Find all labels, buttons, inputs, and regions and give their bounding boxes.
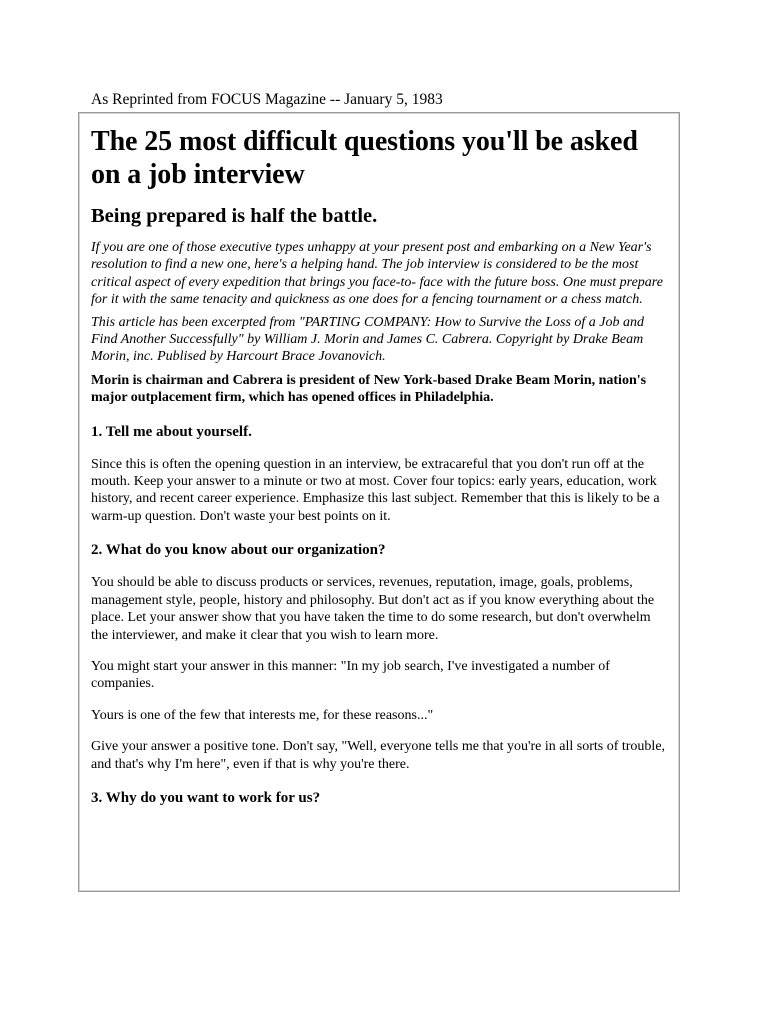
excerpt-note: This article has been excerpted from "PARTING COMPANY: How to Survive the Loss of a Job and Find Another Successfully" by William J. Morin and James C. Cabrera. Copyright by Drake Beam Morin, inc. Publised by Harcourt Brace Jovanovich. xyxy=(91,314,644,365)
article-subtitle: Being prepared is half the battle. xyxy=(91,205,378,227)
answer-paragraph: Yours is one of the few that interests me, for these reasons..." xyxy=(91,707,434,723)
question-heading-2: 2. What do you know about our organization? xyxy=(91,542,386,559)
article-title: The 25 most difficult questions you'll be asked on a job interview xyxy=(91,126,638,190)
article-body xyxy=(91,125,671,808)
author-bio: Morin is chairman and Cabrera is president of New York-based Drake Beam Morin, nation's major outplacement firm, which has opened offices in Philadelphia. xyxy=(91,372,647,406)
answer-paragraph: You might start your answer in this manner: "In my job search, I've investigated a number of companies. xyxy=(91,658,610,692)
question-heading-3: 3. Why do you want to work for us? xyxy=(91,789,321,806)
question-heading-1: 1. Tell me about yourself. xyxy=(91,423,252,440)
reprint-source-line: As Reprinted from FOCUS Magazine -- January 5, 1983 xyxy=(91,91,443,108)
answer-paragraph: Give your answer a positive tone. Don't say, "Well, everyone tells me that you're in all sorts of trouble, and that's why I'm here", even if that is why you're there. xyxy=(91,739,666,772)
answer-paragraph: Since this is often the opening question in an interview, be extracareful that you don't run off at the mouth. Keep your answer to a minute or two at most. Cover four topics: early years, education, work history, and recent career experience. Emphasize this last subject. Remember that this is likely to be a warm-up question. Don't waste your best points on it. xyxy=(91,456,660,524)
answer-paragraph: You should be able to discuss products or services, revenues, reputation, image, goals, problems, management style, people, history and philosophy. But don't act as if you know everything about the place. Let your answer show that you have taken the time to do some research, but don't overwhelm the interviewer, and make it clear that you wish to learn more. xyxy=(91,575,655,643)
intro-paragraph: If you are one of those executive types unhappy at your present post and embarking on a New Year's resolution to find a new one, here's a helping hand. The job interview is considered to be the most critical aspect of every expedition that brings you face-to- face with the future boss. One must prepare for it with the same tenacity and quickness as one does for a fencing tournament or a chess match. xyxy=(91,240,663,308)
article-frame xyxy=(78,112,680,892)
